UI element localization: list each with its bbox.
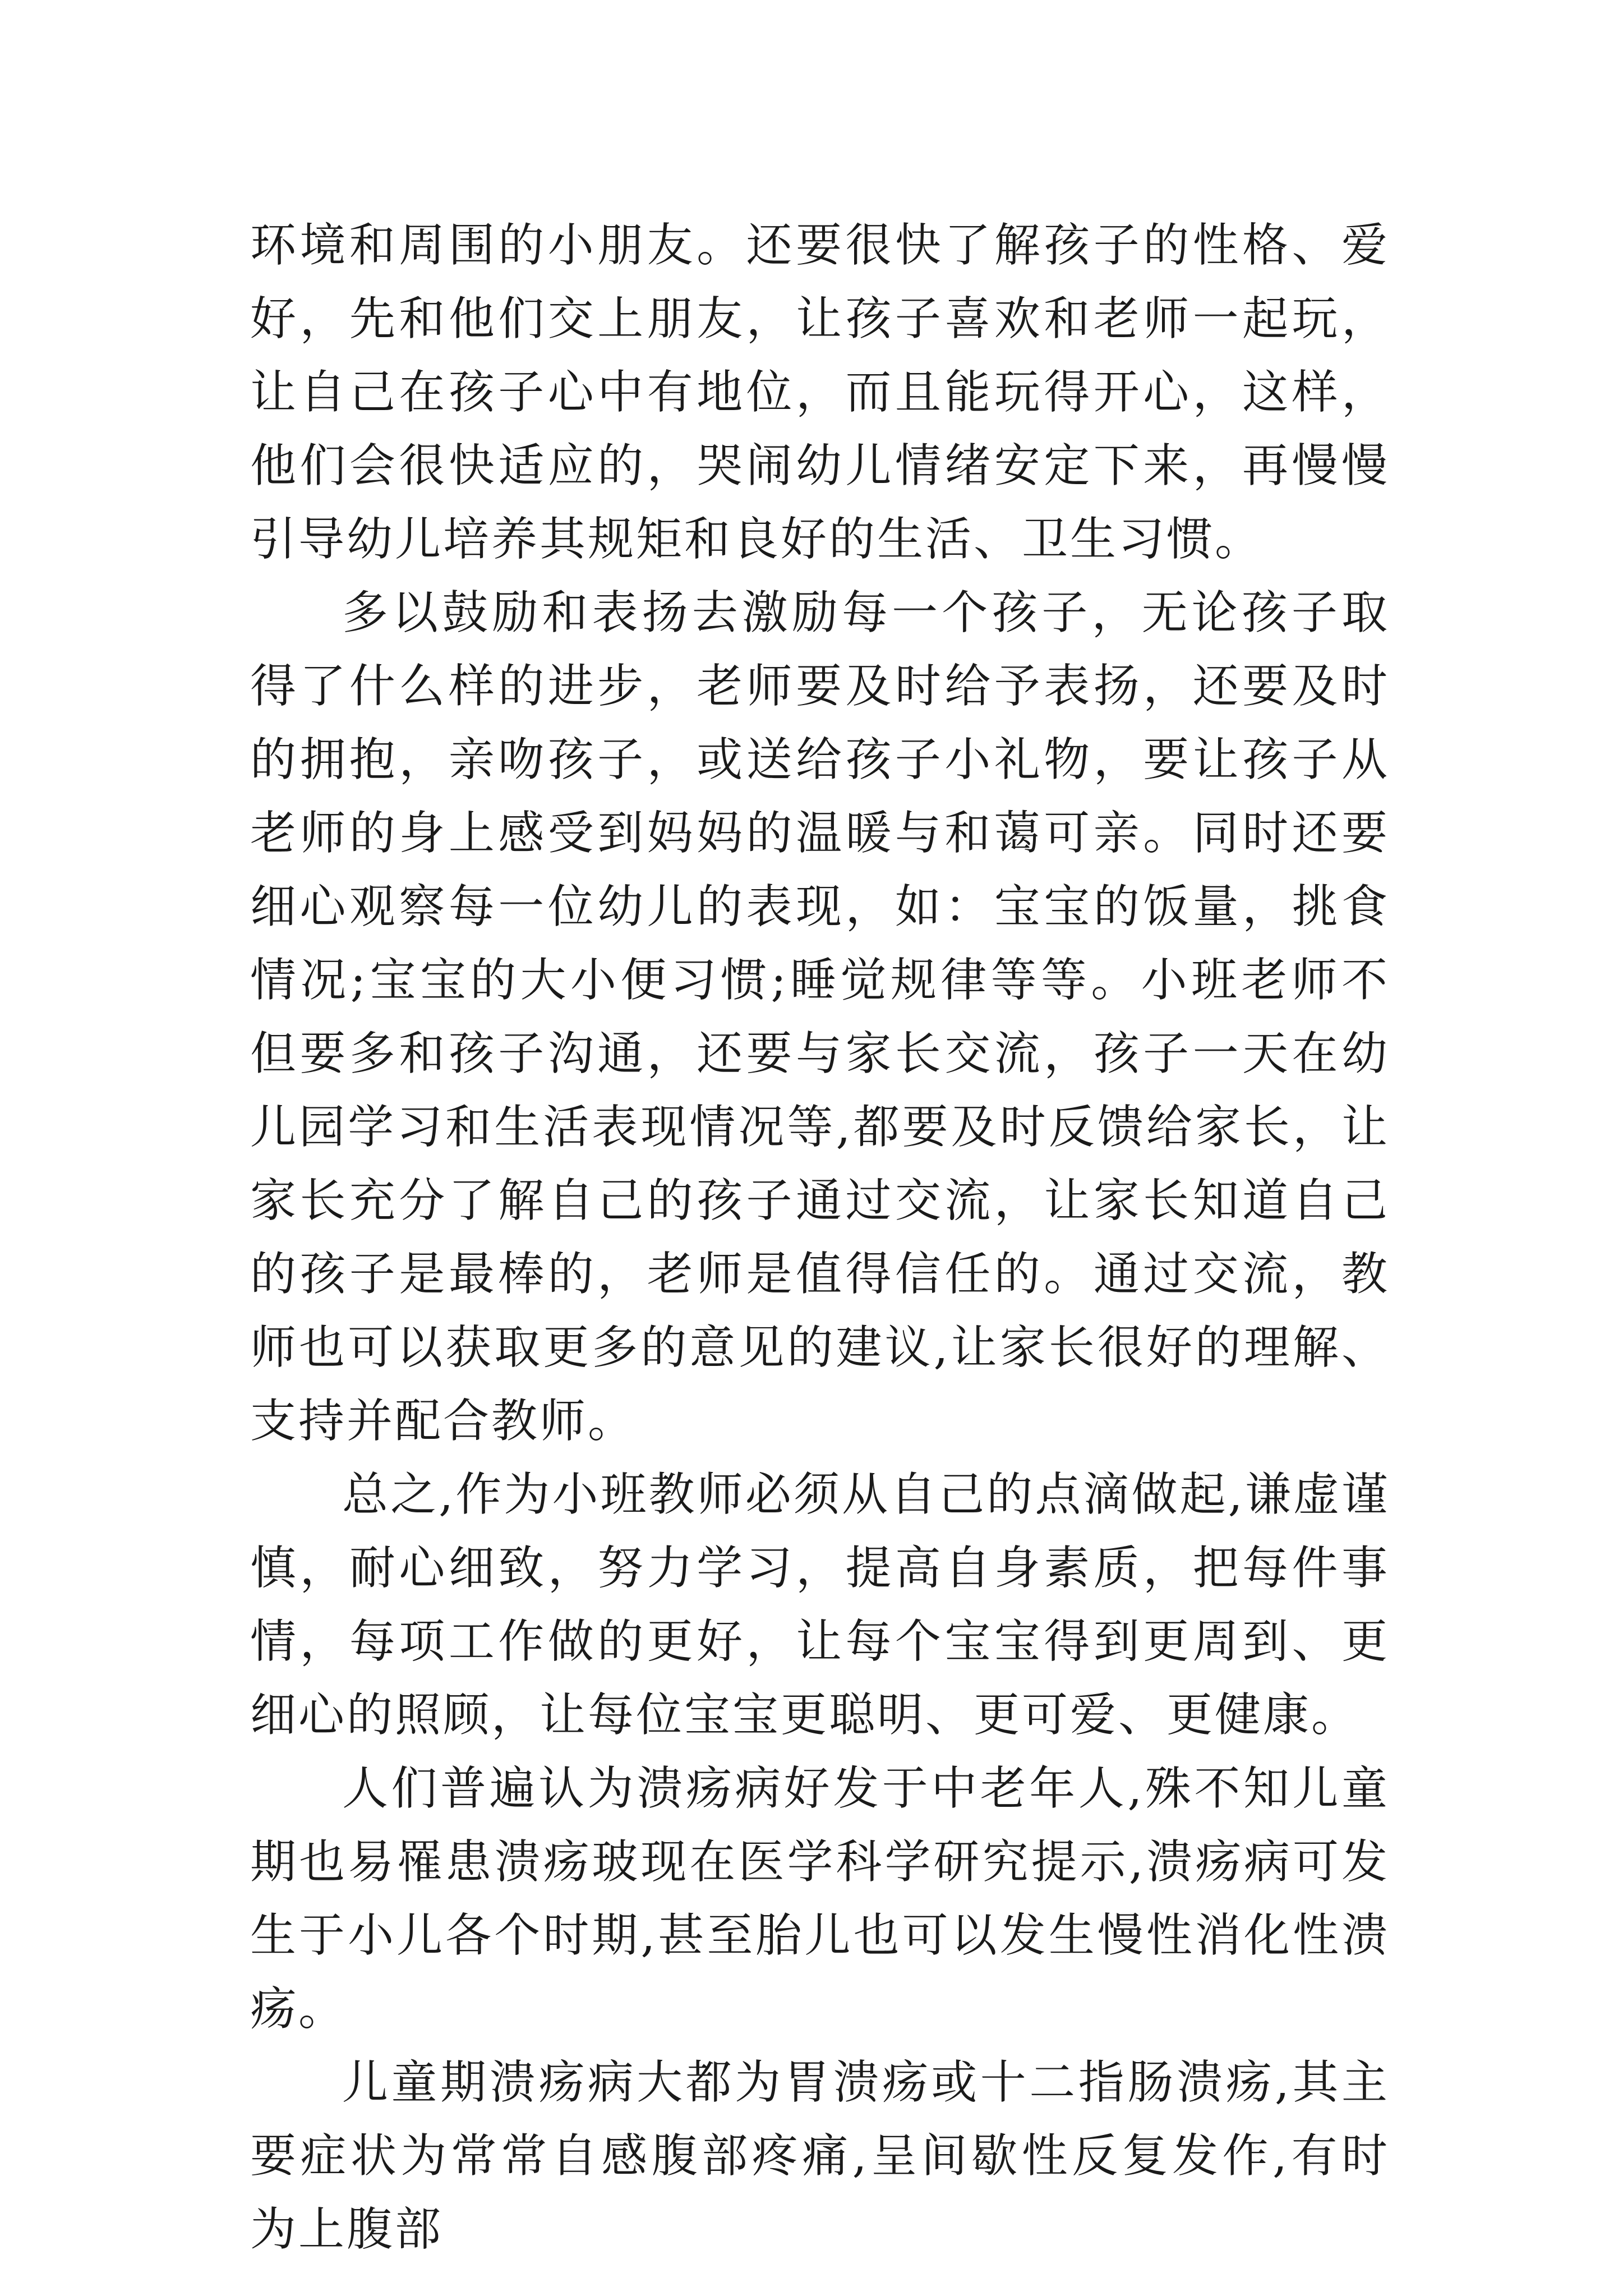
paragraph-2: 多以鼓励和表扬去激励每一个孩子，无论孩子取得了什么样的进步，老师要及时给予表扬，还要及时的拥抱，亲吻孩子，或送给孩子小礼物，要让孩子从老师的身上感受到妈妈的温暖与和蔼可亲。同时还要细心观察每一位幼儿的表现，如：宝宝的饭量，挑食情况;宝宝的大小便习惯;睡觉规律等等。小班老师不但要多和孩子沟通，还要与家长交流，孩子一天在幼儿园学习和生活表现情况等,都要及时反馈给家长，让家长充分了解自己的孩子通过交流，让家长知道自己的孩子是最棒的，老师是值得信任的。通过交流，教师也可以获取更多的意见的建议,让家长很好的理解、支持并配合教师。 — [250, 586, 1390, 1448]
paragraph-1: 环境和周围的小朋友。还要很快了解孩子的性格、爱好，先和他们交上朋友，让孩子喜欢和老师一起玩，让自己在孩子心中有地位，而且能玩得开心，这样，他们会很快适应的，哭闹幼儿情绪安定下来，再慢慢引导幼儿培养其规矩和良好的生活、卫生习惯。 — [250, 219, 1390, 566]
paragraph-4: 人们普遍认为溃疡病好发于中老年人,殊不知儿童期也易罹患溃疡玻现在医学科学研究提示,溃疡病可发生于小儿各个时期,甚至胎儿也可以发生慢性消化性溃疡。 — [250, 1762, 1390, 2036]
paragraph-5: 儿童期溃疡病大都为胃溃疡或十二指肠溃疡,其主要症状为常常自感腹部疼痛,呈间歇性反复发作,有时为上腹部 — [250, 2056, 1390, 2256]
paragraph-3: 总之,作为小班教师必须从自己的点滴做起,谦虚谨慎，耐心细致，努力学习，提高自身素质，把每件事情，每项工作做的更好，让每个宝宝得到更周到、更细心的照顾，让每位宝宝更聪明、更可爱、更健康。 — [250, 1468, 1390, 1742]
document-body — [250, 209, 1390, 2266]
